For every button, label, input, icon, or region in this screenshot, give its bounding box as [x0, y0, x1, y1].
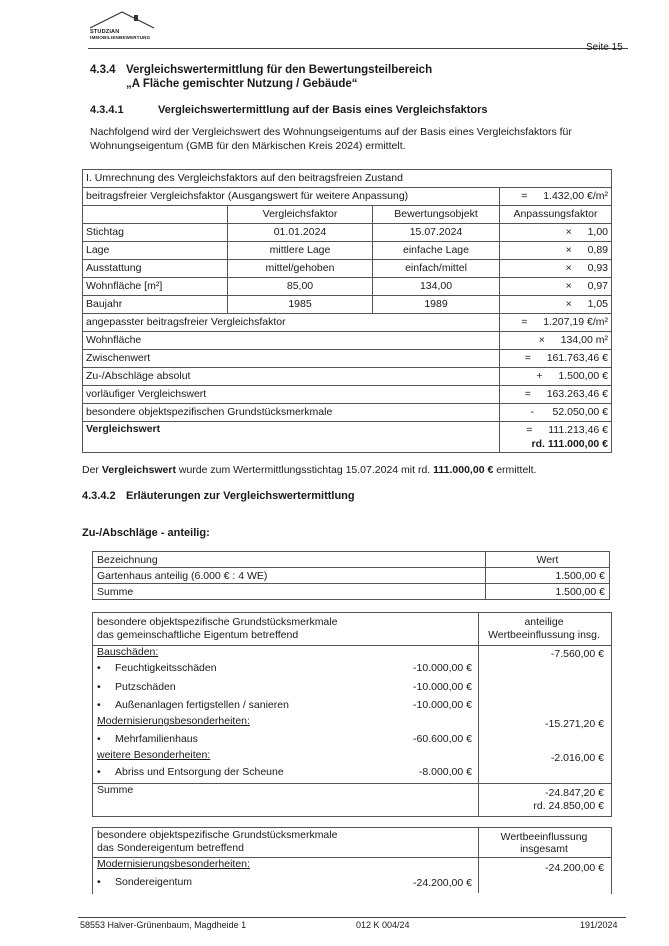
common-sum-rule [92, 783, 611, 784]
section-number: 4.3.4 [90, 64, 116, 76]
row-vf: 1985 [228, 296, 373, 314]
base-op: = [521, 190, 528, 202]
table-row [83, 242, 612, 260]
special-head-left2: das Sondereigentum betreffend [97, 842, 244, 854]
subsection1-number: 4.3.4.1 [90, 104, 124, 116]
logo-name: STUDZIAN [90, 29, 120, 35]
common-head-right1: anteilige [524, 616, 564, 628]
row-vf: 01.01.2024 [228, 224, 373, 242]
section-title-line2: „A Fläche gemischter Nutzung / Gebäude“ [126, 78, 358, 90]
row-bo: 15.07.2024 [373, 224, 500, 242]
row-factor: 0,93 [587, 262, 608, 274]
item-label: Abriss und Entsorgung der Scheune [115, 766, 284, 778]
adjustments-col2: Wert [486, 552, 610, 568]
final-value: 111.213,46 € [548, 424, 608, 436]
summary-row [83, 314, 612, 332]
special-head-left1: besondere objektspezifische Grundstücksmerkmale [97, 829, 338, 841]
table-row [93, 568, 610, 584]
adjustment-sum-label: Summe [93, 584, 486, 600]
row-vf: 85,00 [228, 278, 373, 296]
item-label: Mehrfamilienhaus [115, 733, 198, 745]
row-vf: mittlere Lage [228, 242, 373, 260]
row-op: × [565, 244, 572, 256]
result-part3: ermittelt. [493, 464, 537, 476]
final-label: Vergleichswert [83, 422, 500, 453]
header-empty [83, 206, 228, 224]
row-factor: 0,89 [587, 244, 608, 256]
result-part1: Der [82, 464, 102, 476]
result-bold2: 111.000,00 € [433, 464, 494, 476]
list-item: • Abriss und Entsorgung der Scheune [97, 766, 284, 778]
result-bold1: Vergleichswert [101, 464, 176, 476]
special-head-right1: Wertbeeinflussung [500, 831, 588, 843]
table-row [83, 260, 612, 278]
calc-caption: I. Umrechnung des Vergleichsfaktors auf den beitragsfreien Zustand [83, 170, 612, 188]
logo-subtitle: IMMOBILIENBEWERTUNG [90, 35, 151, 40]
row-bo: 134,00 [373, 278, 500, 296]
group3-title: weitere Besonderheiten: [97, 749, 211, 761]
row-label: Lage [83, 242, 228, 260]
item-value: -24.200,00 € [413, 877, 472, 889]
section-title-line1: Vergleichswertermittlung für den Bewertungsteilbereich [126, 64, 433, 76]
footer-date: 191/2024 [580, 920, 618, 930]
intro-paragraph: Nachfolgend wird der Vergleichswert des Wohnungseigentums auf der Basis eines Vergleichsfaktors für Wohnungseigentum (GMB für den Märkischen Kreis 2024) ermittelt. [90, 126, 572, 152]
row-op: × [565, 280, 572, 292]
summary-value: 163.263,46 € [546, 388, 608, 400]
final-rounded-value: rd. 111.000,00 € [531, 438, 608, 450]
common-head-right2: Wertbeeinflussung insg. [488, 629, 600, 641]
result-sentence [82, 464, 536, 476]
subsection2-number: 4.3.4.2 [82, 490, 116, 502]
item-label: Putzschäden [115, 681, 176, 693]
list-item: • Außenanlagen fertigstellen / sanieren [97, 699, 289, 711]
common-sum-value: -24.847,20 € [545, 787, 604, 799]
final-op: = [526, 424, 533, 436]
summary-value: 1.207,19 €/m² [543, 316, 608, 328]
row-factor: 0,97 [587, 280, 608, 292]
summary-label: vorläufiger Vergleichswert [83, 386, 500, 404]
row-label: Wohnfläche [m²] [83, 278, 228, 296]
list-item: • Feuchtigkeitsschäden [97, 662, 217, 674]
summary-label: Zu-/Abschläge absolut [83, 368, 500, 386]
common-divider [478, 612, 479, 816]
summary-op: = [524, 388, 531, 400]
common-head-left1: besondere objektspezifische Grundstücksmerkmale [97, 616, 338, 628]
table-row [83, 224, 612, 242]
page-number: Seite 15 [586, 42, 623, 53]
common-sum-label: Summe [97, 784, 134, 796]
list-item: • Putzschäden [97, 681, 176, 693]
row-factor: 1,00 [587, 226, 608, 238]
item-value: -10.000,00 € [413, 662, 472, 674]
summary-op: - [530, 406, 535, 418]
summary-op: = [521, 316, 528, 328]
header-bewertungsobjekt: Bewertungsobjekt [373, 206, 500, 224]
item-value: -60.600,00 € [413, 733, 472, 745]
row-bo: einfache Lage [373, 242, 500, 260]
summary-value: 1.500,00 € [558, 370, 608, 382]
subsection1-title: Vergleichswertermittlung auf der Basis eines Vergleichsfaktors [158, 104, 488, 116]
adjustments-heading: Zu-/Abschläge - anteilig: [82, 527, 210, 539]
comparison-calc-table [82, 169, 612, 453]
result-part2: wurde zum Wertermittlungsstichtag 15.07.2024 mit rd. [175, 464, 434, 476]
common-sum-rounded: rd. 24.850,00 € [533, 800, 604, 812]
row-label: Stichtag [83, 224, 228, 242]
summary-row [83, 386, 612, 404]
summary-row [83, 350, 612, 368]
adjustments-col1: Bezeichnung [93, 552, 486, 568]
header-rule [88, 48, 628, 49]
summary-label: Zwischenwert [83, 350, 500, 368]
list-item: • Sondereigentum [97, 876, 193, 888]
adjustment-value: 1.500,00 € [486, 568, 610, 584]
final-value-row [83, 422, 612, 453]
group3-total: -2.016,00 € [550, 752, 604, 764]
item-value: -10.000,00 € [413, 699, 472, 711]
group1-total: -7.560,00 € [550, 648, 604, 660]
row-bo: einfach/mittel [373, 260, 500, 278]
summary-value: 52.050,00 € [552, 406, 608, 418]
summary-op: × [538, 334, 545, 346]
group2-total: -15.271,20 € [545, 718, 604, 730]
row-op: × [565, 262, 572, 274]
item-label: Außenanlagen fertigstellen / sanieren [115, 699, 289, 711]
special-group-total: -24.200,00 € [545, 862, 604, 874]
summary-value: 134,00 m² [560, 334, 608, 346]
header-vergleichsfaktor: Vergleichsfaktor [228, 206, 373, 224]
summary-row [83, 368, 612, 386]
table-row [83, 296, 612, 314]
row-op: × [565, 226, 572, 238]
row-label: Baujahr [83, 296, 228, 314]
table-row [83, 278, 612, 296]
base-factor-label: beitragsfreier Vergleichsfaktor (Ausgangswert für weitere Anpassung) [83, 188, 500, 206]
group2-title: Modernisierungsbesonderheiten: [97, 715, 250, 727]
summary-label: angepasster beitragsfreier Vergleichsfaktor [83, 314, 500, 332]
special-head-right2: insgesamt [520, 843, 568, 855]
common-header-rule [92, 645, 611, 646]
footer-rule [78, 917, 626, 918]
list-item: • Mehrfamilienhaus [97, 733, 198, 745]
footer-address: 58553 Halver-Grünenbaum, Magdheide 1 [80, 920, 247, 930]
base-value: 1.432,00 €/m² [543, 190, 608, 202]
adjustment-sum-value: 1.500,00 € [486, 584, 610, 600]
house-logo-icon [88, 10, 158, 30]
summary-value: 161.763,46 € [546, 352, 608, 364]
header-anpassungsfaktor: Anpassungsfaktor [500, 206, 612, 224]
summary-label: besondere objektspezifischen Grundstücksmerkmale [83, 404, 500, 422]
item-label: Sondereigentum [115, 876, 193, 888]
footer-reference: 012 K 004/24 [356, 920, 410, 930]
summary-row [83, 332, 612, 350]
summary-op: = [524, 352, 531, 364]
item-label: Feuchtigkeitsschäden [115, 662, 217, 674]
subsection2-title: Erläuterungen zur Vergleichswertermittlung [126, 490, 355, 502]
row-factor: 1,05 [587, 298, 608, 310]
row-op: × [565, 298, 572, 310]
item-value: -10.000,00 € [413, 681, 472, 693]
group1-title: Bauschäden: [97, 646, 159, 658]
item-value: -8.000,00 € [418, 766, 472, 778]
adjustments-table [92, 551, 610, 600]
summary-row [83, 404, 612, 422]
adjustment-label: Gartenhaus anteilig (6.000 € : 4 WE) [93, 568, 486, 584]
row-label: Ausstattung [83, 260, 228, 278]
common-head-left2: das gemeinschaftliche Eigentum betreffend [97, 629, 299, 641]
table-row [93, 584, 610, 600]
special-group-title: Modernisierungsbesonderheiten: [97, 858, 250, 870]
row-vf: mittel/gehoben [228, 260, 373, 278]
summary-label: Wohnfläche [83, 332, 500, 350]
summary-op: + [536, 370, 543, 382]
row-bo: 1989 [373, 296, 500, 314]
